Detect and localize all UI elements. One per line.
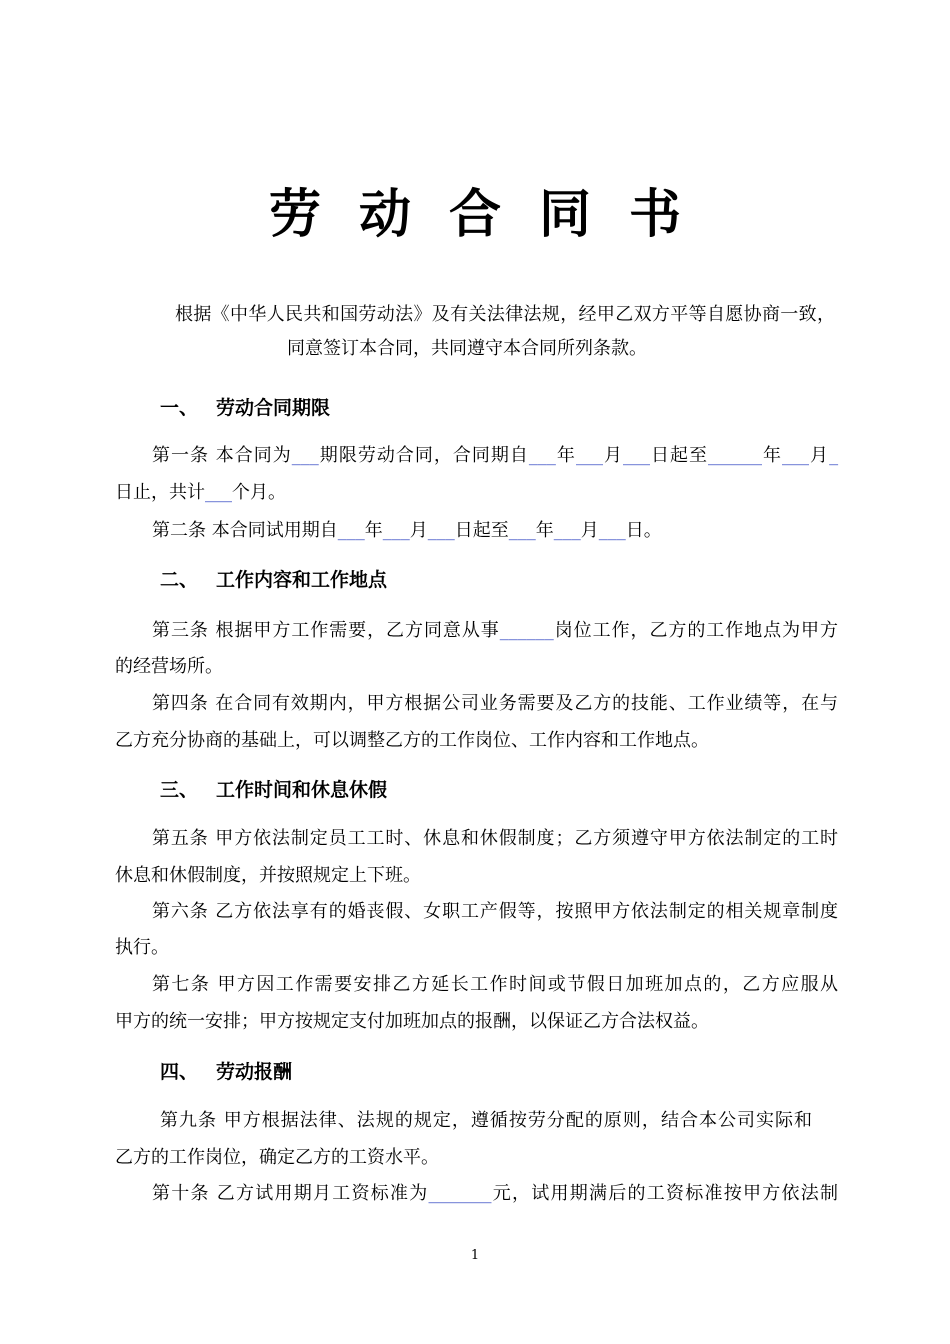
- section-number: 二、: [160, 569, 199, 591]
- text-line: 第六条 乙方依法享有的婚丧假、女职工产假等，按照甲方依法制定的相关规章制度: [152, 901, 838, 922]
- text-line: 第九条 甲方根据法律、法规的规定，遵循按劳分配的原则，结合本公司实际和: [160, 1110, 812, 1131]
- page-number: 1: [470, 1248, 480, 1263]
- fill-in-blank: ______: [499, 620, 554, 641]
- section-title: 工作内容和工作地点: [216, 569, 388, 591]
- fill-in-blank: ___: [382, 520, 410, 541]
- fill-in-blank: ___: [337, 520, 365, 541]
- fill-in-blank: ___: [782, 445, 810, 466]
- text-line: 第七条 甲方因工作需要安排乙方延长工作时间或节假日加班加点的，乙方应服从: [152, 974, 838, 995]
- fill-in-blank: ___: [291, 445, 319, 466]
- document-title: 劳动合同书: [268, 185, 719, 245]
- text-line: 休息和休假制度，并按照规定上下班。: [115, 865, 421, 886]
- text-line: 执行。: [115, 937, 169, 958]
- fill-in-blank: ___: [205, 482, 232, 503]
- text-line: 第十条 乙方试用期月工资标准为_______元，试用期满后的工资标准按甲方依法制: [152, 1183, 838, 1204]
- section-number: 一、: [160, 397, 199, 419]
- fill-in-blank: ___: [598, 520, 626, 541]
- section-title: 工作时间和休息休假: [216, 779, 388, 801]
- text-line: 的经营场所。: [115, 656, 223, 677]
- text-line: 第三条 根据甲方工作需要，乙方同意从事______岗位工作，乙方的工作地点为甲方: [152, 620, 838, 641]
- text-line: 日止，共计___个月。: [115, 482, 286, 503]
- text-line: 根据《中华人民共和国劳动法》及有关法律法规，经甲乙双方平等自愿协商一致，: [175, 304, 835, 325]
- fill-in-blank: ___: [508, 520, 536, 541]
- text-line: 第五条 甲方依法制定员工工时、休息和休假制度；乙方须遵守甲方依法制定的工时: [152, 828, 838, 849]
- text-line: 同意签订本合同，共同遵守本合同所列条款。: [287, 338, 647, 359]
- fill-in-blank: ___: [575, 445, 603, 466]
- section-number: 四、: [160, 1061, 199, 1083]
- fill-in-blank: ______: [708, 445, 763, 466]
- text-line: 第一条 本合同为___期限劳动合同，合同期自___年___月___日起至______年___月_: [152, 445, 839, 466]
- fill-in-blank: _: [829, 445, 839, 466]
- section-title: 劳动合同期限: [216, 397, 331, 419]
- fill-in-blank: ___: [427, 520, 455, 541]
- section-number: 三、: [160, 779, 199, 801]
- fill-in-blank: _______: [428, 1183, 492, 1204]
- text-line: 甲方的统一安排；甲方按规定支付加班加点的报酬，以保证乙方合法权益。: [115, 1011, 709, 1032]
- text-line: 第四条 在合同有效期内，甲方根据公司业务需要及乙方的技能、工作业绩等，在与: [152, 693, 838, 714]
- text-line: 乙方的工作岗位，确定乙方的工资水平。: [115, 1147, 439, 1168]
- fill-in-blank: ___: [528, 445, 556, 466]
- section-title: 劳动报酬: [216, 1061, 293, 1083]
- text-line: 乙方充分协商的基础上，可以调整乙方的工作岗位、工作内容和工作地点。: [115, 730, 709, 751]
- fill-in-blank: ___: [622, 445, 650, 466]
- text-line: 第二条 本合同试用期自___年___月___日起至___年___月___日。: [152, 520, 662, 541]
- fill-in-blank: ___: [553, 520, 581, 541]
